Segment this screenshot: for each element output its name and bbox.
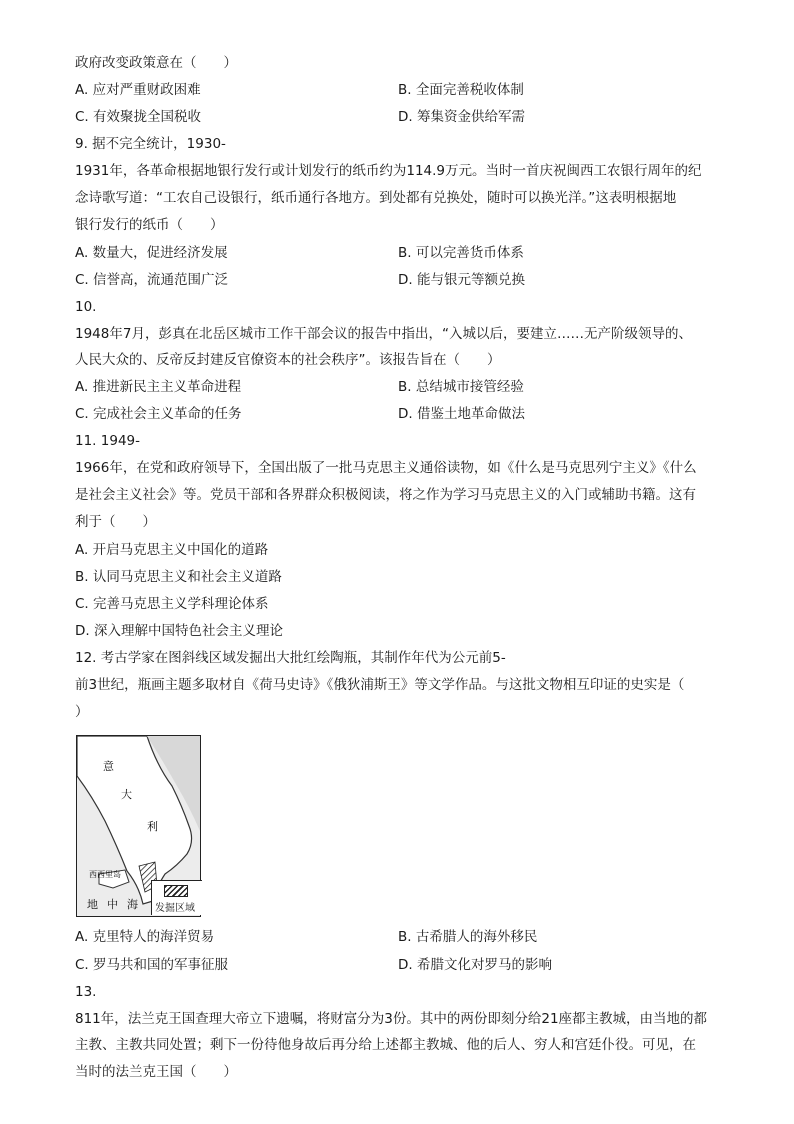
q11-stem-line-1: 1966年，在党和政府领导下，全国出版了一批马克思主义通俗读物，如《什么是马克思列宁主义》《什么	[75, 460, 697, 476]
q11-option-a[interactable]: A. 开启马克思主义中国化的道路	[75, 542, 269, 558]
q9-stem-line-1: 1931年，各革命根据地银行发行或计划发行的纸币约为114.9万元。当时一首庆祝闽西工农银行周年的纪	[75, 163, 702, 179]
q9-stem-line-3: 银行发行的纸币（ ）	[75, 217, 224, 233]
q9-option-c[interactable]: C. 信誉高，流通范围广泛	[75, 272, 229, 288]
q10-number: 10.	[75, 299, 97, 315]
q10-option-b[interactable]: B. 总结城市接管经验	[398, 379, 524, 395]
map-label-zhong: 中	[107, 898, 118, 911]
q13-stem-line-3: 当时的法兰克王国（ ）	[75, 1064, 237, 1080]
q12-stem-line-1: 12. 考古学家在图斜线区域发掘出大批红绘陶瓶，其制作年代为公元前5-	[75, 650, 506, 666]
q9-option-b[interactable]: B. 可以完善货币体系	[398, 245, 524, 261]
q9-option-a[interactable]: A. 数量大，促进经济发展	[75, 245, 228, 261]
hatch-legend-icon	[164, 885, 188, 897]
q10-stem-line-1: 1948年7月，彭真在北岳区城市工作干部会议的报告中指出，“入城以后，要建立……无产阶级领导的、	[75, 326, 692, 342]
q9-stem-line-2: 念诗歌写道：“工农自己设银行，纸币通行各地方。到处都有兑换处，随时可以换光洋。”这表明根据地	[75, 190, 677, 206]
q8-option-a[interactable]: A. 应对严重财政困难	[75, 82, 201, 98]
map-label-di: 地	[87, 898, 98, 911]
map-label-yi: 意	[103, 760, 114, 773]
q11-option-b[interactable]: B. 认同马克思主义和社会主义道路	[75, 569, 282, 585]
q10-option-a[interactable]: A. 推进新民主主义革命进程	[75, 379, 242, 395]
q11-stem-line-2: 是社会主义社会》等。党员干部和各界群众积极阅读，将之作为学习马克思主义的入门或辅助书籍。这有	[75, 487, 696, 503]
map-label-sicily: 西西里岛	[89, 870, 121, 879]
q9-option-d[interactable]: D. 能与银元等额兑换	[398, 272, 525, 288]
q12-stem-line-3: ）	[75, 704, 89, 720]
q10-option-c[interactable]: C. 完成社会主义革命的任务	[75, 406, 242, 422]
q12-option-c[interactable]: C. 罗马共和国的军事征服	[75, 957, 229, 973]
q13-stem-line-1: 811年，法兰克王国查理大帝立下遗嘱，将财富分为3份。其中的两份即刻分给21座都主教城，由当地的都	[75, 1011, 708, 1027]
q9-number: 9. 据不完全统计，1930-	[75, 136, 226, 152]
q8-stem-tail: 政府改变政策意在（ ）	[75, 55, 237, 71]
q12-option-d[interactable]: D. 希腊文化对罗马的影响	[398, 957, 552, 973]
q11-stem-line-3: 利于（ ）	[75, 514, 156, 530]
q11-option-d[interactable]: D. 深入理解中国特色社会主义理论	[75, 623, 283, 639]
q12-stem-line-2: 前3世纪，瓶画主题多取材自《荷马史诗》《俄狄浦斯王》等文学作品。与这批文物相互印证的史实是（	[75, 677, 685, 693]
q8-option-c[interactable]: C. 有效聚拢全国税收	[75, 109, 202, 125]
q12-option-a[interactable]: A. 克里特人的海洋贸易	[75, 929, 215, 945]
q11-option-c[interactable]: C. 完善马克思主义学科理论体系	[75, 596, 269, 612]
map-label-da: 大	[121, 788, 132, 801]
q11-number: 11. 1949-	[75, 433, 140, 449]
q8-option-b[interactable]: B. 全面完善税收体制	[398, 82, 524, 98]
map-legend-label: 发掘区域	[155, 903, 195, 914]
q8-option-d[interactable]: D. 筹集资金供给军需	[398, 109, 525, 125]
q13-number: 13.	[75, 984, 97, 1000]
map-label-hai: 海	[127, 898, 138, 911]
q10-option-d[interactable]: D. 借鉴土地革命做法	[398, 406, 525, 422]
q12-option-b[interactable]: B. 古希腊人的海外移民	[398, 929, 538, 945]
q10-stem-line-2: 人民大众的、反帝反封建反官僚资本的社会秩序”。该报告旨在（ ）	[75, 352, 501, 368]
map-legend	[151, 880, 202, 915]
map-label-li: 利	[147, 820, 158, 833]
q13-stem-line-2: 主教、主教共同处置；剩下一份待他身故后再分给上述都主教城、他的后人、穷人和宫廷仆役。可见，在	[75, 1037, 696, 1053]
